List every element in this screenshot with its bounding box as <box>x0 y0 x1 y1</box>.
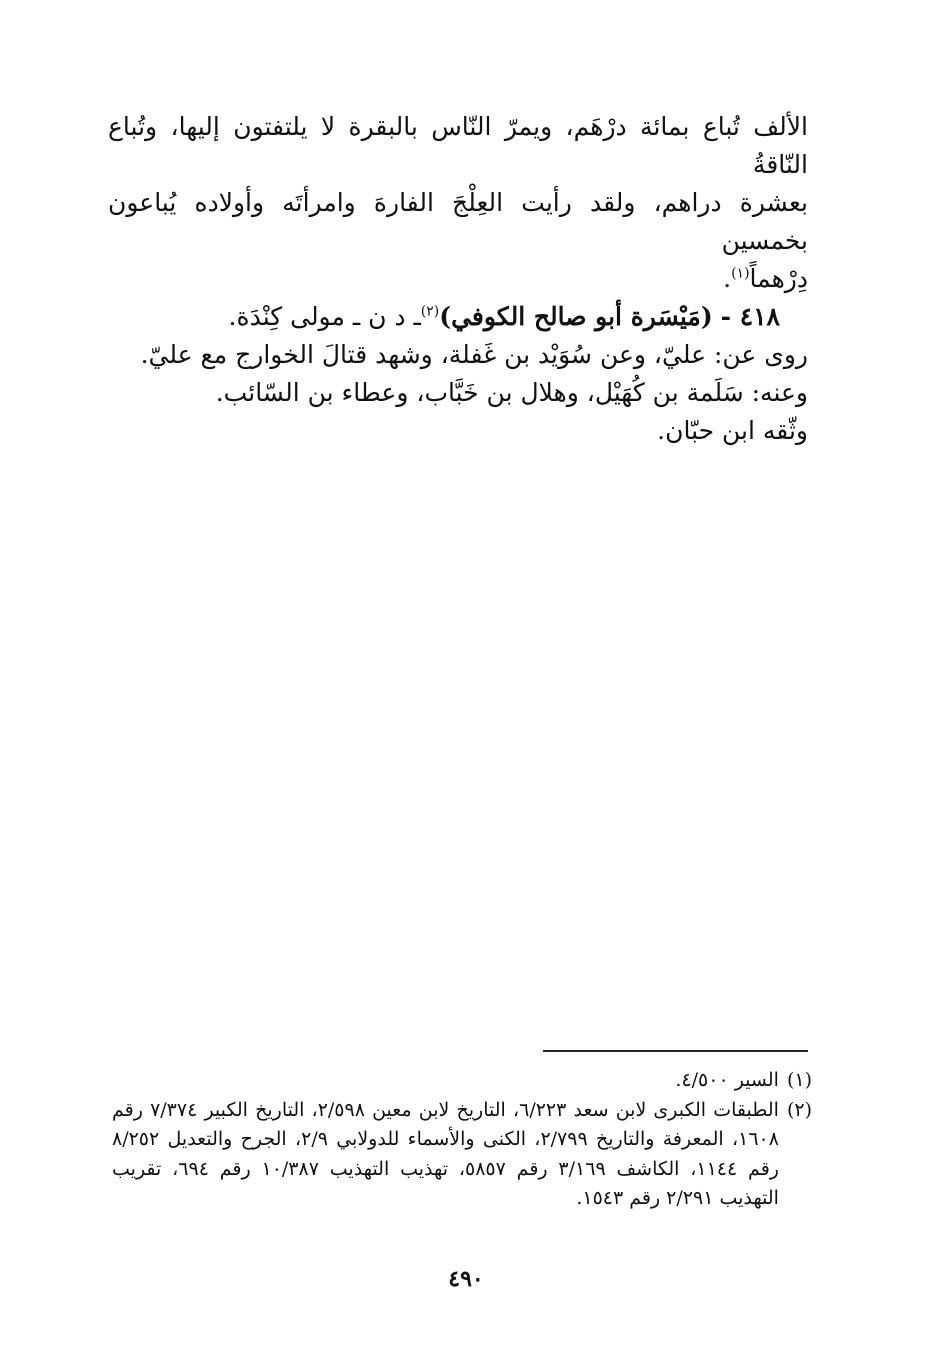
entry-sigla: ـ د ن ـ مولى كِنْدَة. <box>228 302 421 331</box>
footnote-ref-1[interactable]: (١) <box>731 265 750 282</box>
footnote-2 <box>112 1096 812 1214</box>
footnote-ref-2[interactable]: (٢) <box>420 303 440 320</box>
entry-name: (مَيْسَرة أبو صالح الكوفي) <box>439 302 713 331</box>
entry-heading-line <box>108 298 780 336</box>
entry-details <box>108 336 808 450</box>
passage-line-1: الألف تُباع بمائة درْهَم، ويمرّ النّاس بالبقرة لا يلتفتون إليها، وتُباع النّاقةُ <box>108 112 808 179</box>
footnote-number: (١) <box>786 1069 812 1091</box>
passage-line-2: بعشرة دراهم، ولقد رأيت العِلْجَ الفارهَ وامرأتَه وأولاده يُباعون بخمسين <box>108 188 808 255</box>
footnote-separator <box>543 1050 808 1052</box>
footnote-1 <box>112 1066 812 1096</box>
main-text <box>108 108 808 450</box>
entry-grading: وثّقه ابن حبّان. <box>657 416 808 445</box>
passage-line-3-text: دِرْهماً <box>749 264 808 293</box>
entry-number: ٤١٨ - <box>720 302 780 331</box>
passage-line-3-end: . <box>723 264 732 293</box>
entry-418 <box>108 298 808 336</box>
entry-narrated-from: روى عن: عليّ، وعن سُوَيْد بن غَفلة، وشهد قتالَ الخوارج مع عليّ. <box>140 340 808 369</box>
passage-line-3 <box>108 260 808 298</box>
footnote-number: (٢) <box>786 1098 812 1121</box>
page-number: ٤٩٠ <box>448 1266 484 1292</box>
passage-paragraph <box>108 108 808 298</box>
footnote-text: الطبقات الكبرى لابن سعد ٦/٢٢٣، التاريخ لابن معين ٢/٥٩٨، التاريخ الكبير ٧/٣٧٤ رقم ١٦٠٨، المعرفة والتاريخ ٢/٧٩٩، الكنى والأسماء للدولابي ٢/٩، الجرح والتعديل ٨/٢٥٢ رقم ١١٤٤، الكاشف ٣/١٦٩ رقم ٥٨٥٧، تهذيب التهذيب ١٠/٣٨٧ رقم ٦٩٤، تقريب التهذيب ٢/٢٩١ رقم ١٥٤٣. <box>112 1098 779 1209</box>
entry-narrators: وعنه: سَلَمة بن كُهَيْل، وهلال بن خَبَّاب، وعطاء بن السّائب. <box>215 378 808 407</box>
footnote-text: السير ٤/٥٠٠. <box>675 1069 779 1091</box>
footnotes <box>112 1066 812 1214</box>
